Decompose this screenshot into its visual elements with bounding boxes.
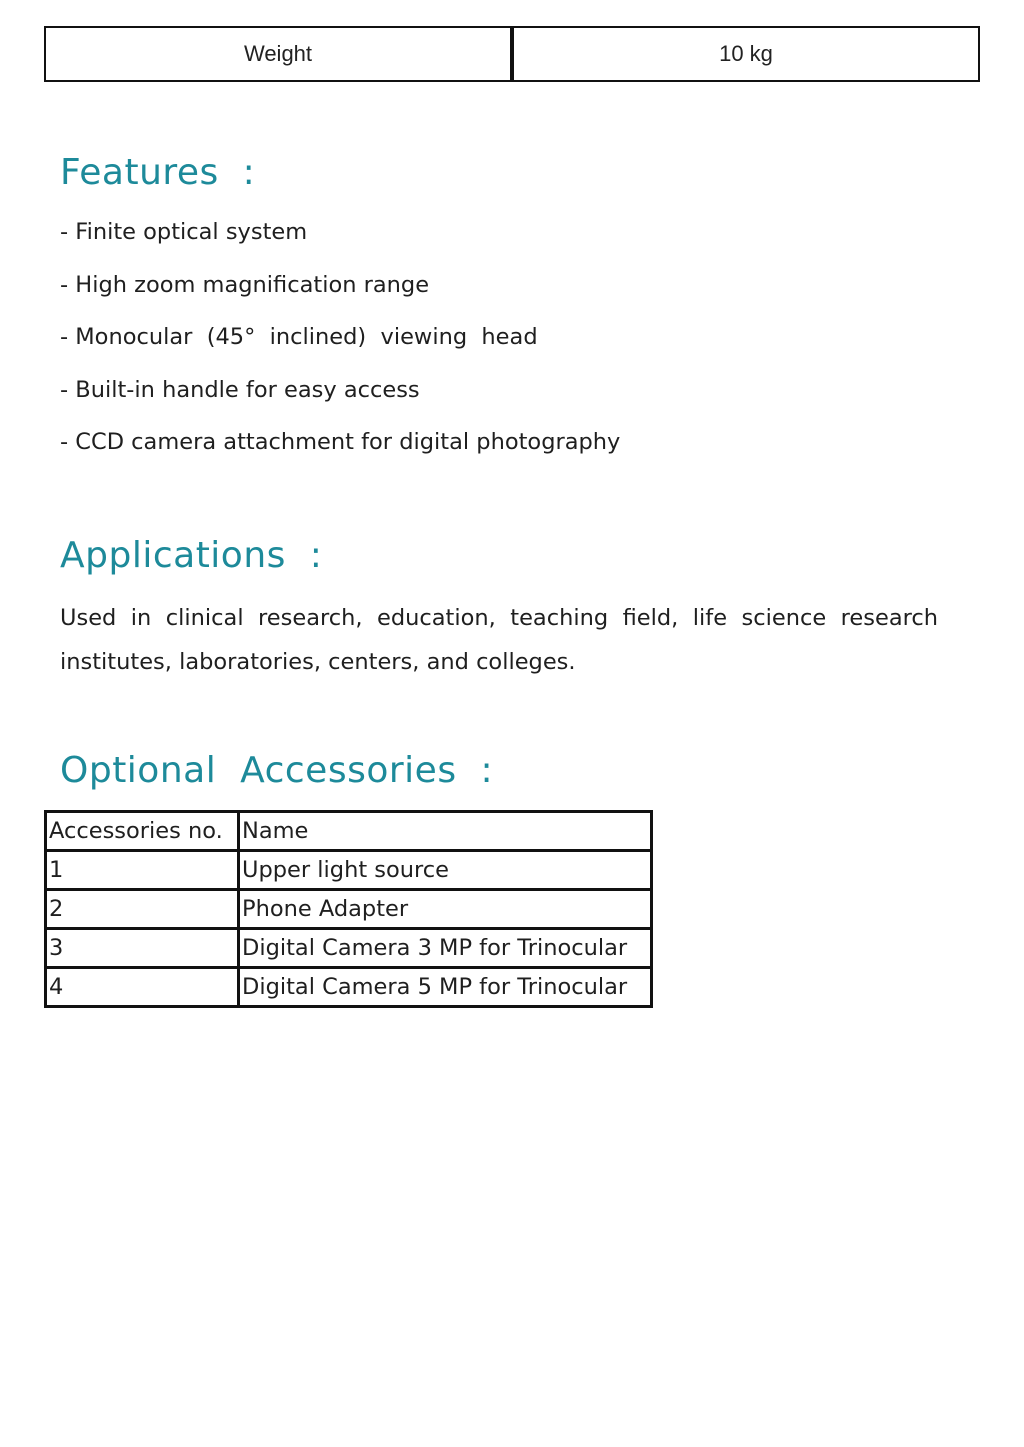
features-list (60, 214, 620, 477)
applications-heading: Applications : (60, 535, 323, 576)
spec-row (45, 27, 979, 81)
applications-text: Used in clinical research, education, teaching field, life science research institutes, laboratories, centers, and colleges. (60, 605, 938, 675)
column-header-number: Accessories no. (46, 812, 239, 851)
feature-item: - CCD camera attachment for digital photography (60, 429, 621, 456)
accessory-number: 1 (46, 851, 239, 890)
feature-item: - Monocular (45° inclined) viewing head (60, 324, 538, 351)
accessories-heading: Optional Accessories : (60, 750, 494, 791)
accessory-number: 4 (46, 968, 239, 1007)
spec-value: 10 kg (512, 27, 979, 81)
column-header-name: Name (239, 812, 652, 851)
feature-item: - High zoom magnification range (60, 271, 430, 298)
table-row (46, 890, 652, 929)
table-header-row (46, 812, 652, 851)
accessories-table (44, 810, 653, 1008)
accessory-name: Phone Adapter (239, 890, 652, 929)
feature-item: - Finite optical system (60, 219, 308, 245)
feature-item: - Built-in handle for easy access (60, 376, 420, 403)
accessory-name: Upper light source (239, 851, 652, 890)
accessory-number: 2 (46, 890, 239, 929)
table-row (46, 968, 652, 1007)
spec-table (44, 26, 980, 82)
spec-label: Weight (45, 27, 512, 81)
accessory-name: Digital Camera 5 MP for Trinocular (239, 968, 652, 1007)
accessory-number: 3 (46, 929, 239, 968)
accessory-name: Digital Camera 3 MP for Trinocular (239, 929, 652, 968)
table-row (46, 851, 652, 890)
table-row (46, 929, 652, 968)
features-heading: Features : (60, 152, 256, 193)
